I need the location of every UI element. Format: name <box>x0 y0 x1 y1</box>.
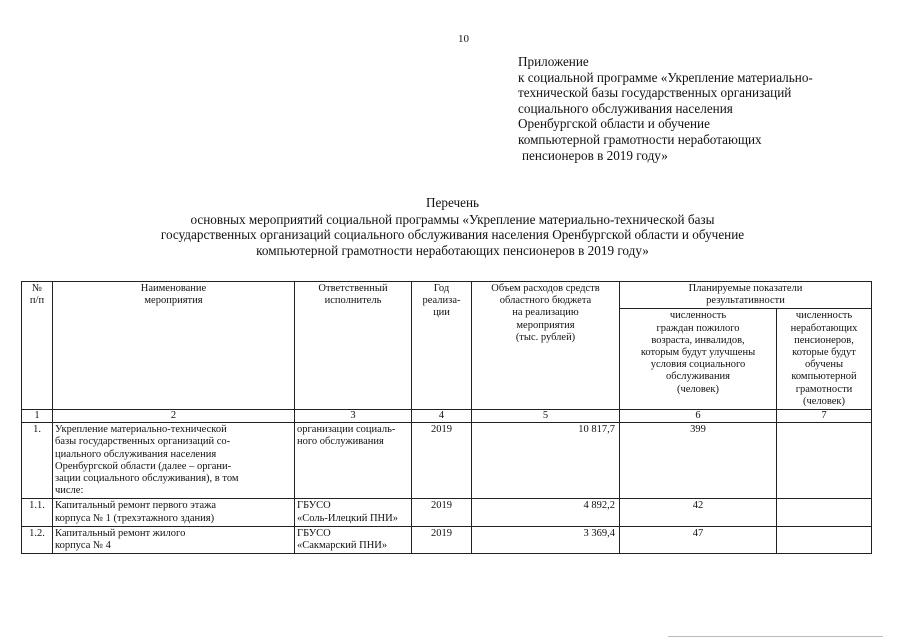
column-number: 2 <box>53 410 295 423</box>
header-budget: Объем расходов средств областного бюджета на реализацию мероприятия (тыс. рублей) <box>472 282 620 410</box>
appendix-line: Оренбургской области и обучение <box>518 116 710 132</box>
header-name: Наименование мероприятия <box>53 282 295 410</box>
row-year: 2019 <box>412 526 472 553</box>
row-indicator-6: 399 <box>620 423 777 499</box>
row-budget: 3 369,4 <box>472 526 620 553</box>
row-num: 1.2. <box>22 526 53 553</box>
row-activity-name: Капитальный ремонт первого этажа корпуса № 1 (трехэтажного здания) <box>53 499 295 526</box>
row-activity-name: Укрепление материально-технической базы государственных организаций со- циального обслуживания населения Оренбургской области (далее – органи- зации социального обслуживания), в том числе: <box>53 423 295 499</box>
document-title <box>0 195 905 258</box>
header-row <box>22 282 872 309</box>
row-indicator-7 <box>777 499 872 526</box>
column-number: 1 <box>22 410 53 423</box>
row-indicator-6: 47 <box>620 526 777 553</box>
title-heading: Перечень <box>425 195 480 210</box>
table-row <box>22 526 872 553</box>
appendix-line: пенсионеров в 2019 году» <box>522 147 668 163</box>
header-indicator-6: численность граждан пожилого возраста, инвалидов, которым будут улучшены условия социального обслуживания (человек) <box>620 309 777 410</box>
column-number: 3 <box>295 410 412 423</box>
row-budget: 10 817,7 <box>472 423 620 499</box>
header-num: № п/п <box>22 282 53 410</box>
row-budget: 4 892,2 <box>472 499 620 526</box>
row-executor: ГБУСО «Сакмарский ПНИ» <box>295 526 412 553</box>
column-number: 7 <box>777 410 872 423</box>
row-executor: организации социаль- ного обслуживания <box>295 423 412 499</box>
title-line: государственных организаций социального обслуживания населения Оренбургской области и обучение <box>160 227 745 242</box>
row-activity-name: Капитальный ремонт жилого корпуса № 4 <box>53 526 295 553</box>
appendix-line: социального обслуживания населения <box>518 100 733 116</box>
appendix-note <box>518 54 898 163</box>
row-indicator-7 <box>777 526 872 553</box>
page-number: 10 <box>458 33 469 45</box>
appendix-line: компьютерной грамотности неработающих <box>518 131 762 147</box>
column-number-row <box>22 410 872 423</box>
header-indicators: Планируемые показатели результативности <box>620 282 872 309</box>
column-number: 6 <box>620 410 777 423</box>
table-row <box>22 499 872 526</box>
row-executor: ГБУСО «Соль-Илецкий ПНИ» <box>295 499 412 526</box>
table-row <box>22 423 872 499</box>
column-number: 4 <box>412 410 472 423</box>
column-number: 5 <box>472 410 620 423</box>
appendix-line: к социальной программе «Укрепление материально- <box>518 69 813 85</box>
scan-edge-line <box>668 636 883 637</box>
header-indicator-7: численность неработающих пенсионеров, которые будут обучены компьютерной грамотности (человек) <box>777 309 872 410</box>
row-num: 1. <box>22 423 53 499</box>
appendix-line: технической базы государственных организаций <box>518 85 792 101</box>
row-year: 2019 <box>412 423 472 499</box>
row-year: 2019 <box>412 499 472 526</box>
header-executor: Ответственный исполнитель <box>295 282 412 410</box>
title-line: основных мероприятий социальной программы «Укрепление материально-технической базы <box>190 211 715 227</box>
row-indicator-6: 42 <box>620 499 777 526</box>
row-indicator-7 <box>777 423 872 499</box>
row-num: 1.1. <box>22 499 53 526</box>
header-year: Год реализа- ции <box>412 282 472 410</box>
activities-table <box>21 281 872 554</box>
title-line: компьютерной грамотности неработающих пенсионеров в 2019 году» <box>256 242 649 258</box>
appendix-line: Приложение <box>518 54 589 69</box>
